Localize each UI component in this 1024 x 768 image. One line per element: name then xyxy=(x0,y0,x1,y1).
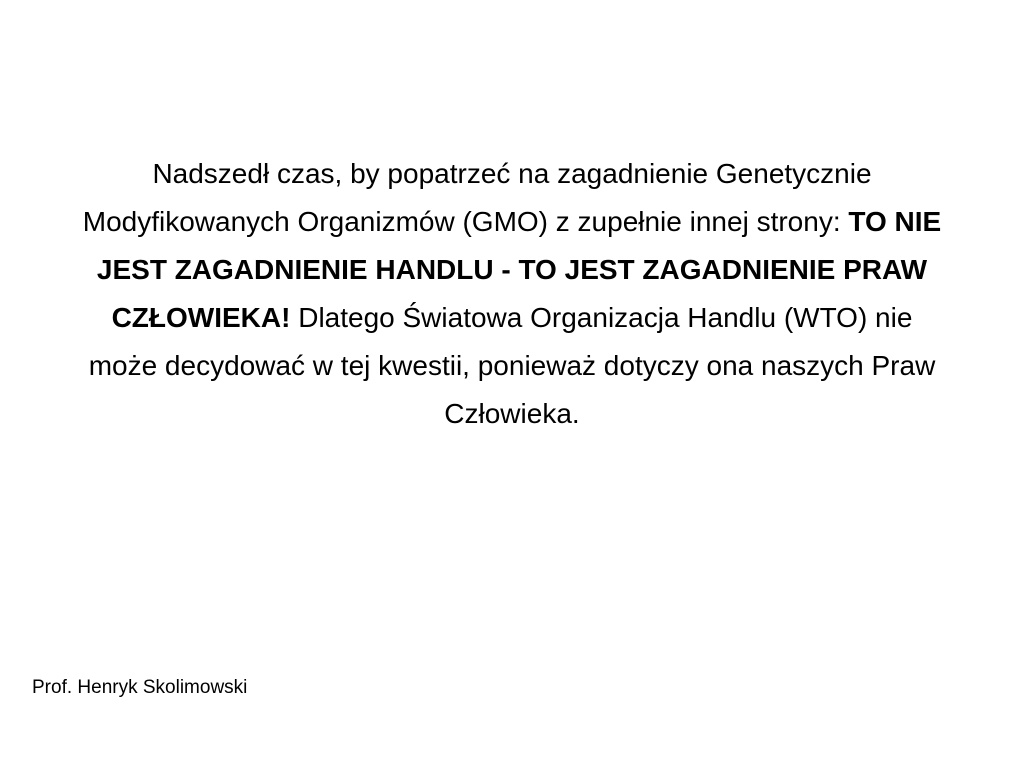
quote-emphasis: TO NIE JEST ZAGADNIENIE HANDLU - TO JEST ZAGADNIENIE PRAW CZŁOWIEKA! xyxy=(96,206,942,333)
quote-intro: Nadszedł czas, by popatrzeć na zagadnienie Genetycznie Modyfikowanych Organizmów (GMO) z zupełnie innej strony: xyxy=(82,158,872,237)
author-credit: Prof. Henryk Skolimowski xyxy=(32,677,248,698)
quote-text xyxy=(80,150,944,438)
quote-conclusion: Dlatego Światowa Organizacja Handlu (WTO) nie może decydować w tej kwestii, ponieważ dotyczy ona naszych Praw Człowieka. xyxy=(88,302,936,429)
